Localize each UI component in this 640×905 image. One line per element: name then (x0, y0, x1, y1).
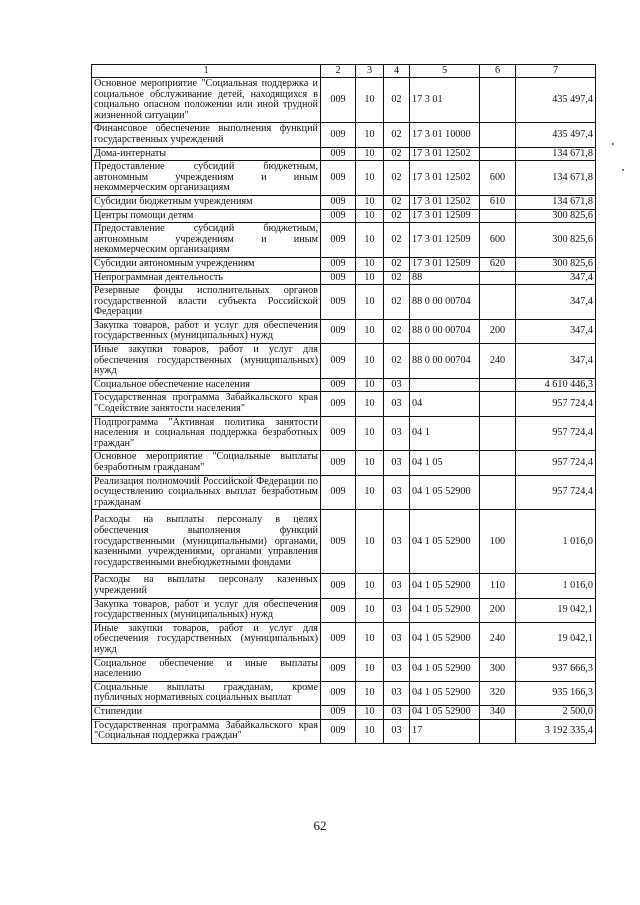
description-cell: Резервные фонды исполнительных органов государственной власти субъекта Российской Федерации (92, 285, 321, 320)
table-row (92, 416, 596, 451)
expense-type-cell: 240 (480, 344, 516, 379)
ministry-code-cell: 009 (321, 378, 356, 392)
amount-cell: 957 724,4 (516, 392, 596, 416)
target-article-cell: 17 3 01 12502 (410, 161, 480, 196)
subsection-cell: 02 (384, 271, 410, 285)
description-cell: Субсидии бюджетным учреждениям (92, 195, 321, 209)
target-article-cell: 17 3 01 12502 (410, 195, 480, 209)
ministry-code-cell: 009 (321, 123, 356, 147)
table-row (92, 622, 596, 657)
ministry-code-cell: 009 (321, 285, 356, 320)
amount-cell: 347,4 (516, 344, 596, 379)
expense-type-cell (480, 416, 516, 451)
section-cell: 10 (356, 223, 384, 258)
description-cell: Иные закупки товаров, работ и услуг для обеспечения государственных (муниципальных) нужд (92, 622, 321, 657)
ministry-code-cell: 009 (321, 719, 356, 743)
target-article-cell: 17 3 01 10000 (410, 123, 480, 147)
table-row (92, 510, 596, 574)
expense-type-cell: 600 (480, 223, 516, 258)
header-cell-1: 1 (92, 65, 321, 78)
amount-cell: 300 825,6 (516, 223, 596, 258)
table-row (92, 223, 596, 258)
ministry-code-cell: 009 (321, 475, 356, 510)
expense-type-cell: 100 (480, 510, 516, 574)
amount-cell: 435 497,4 (516, 123, 596, 147)
page-number: 62 (313, 818, 327, 833)
section-cell: 10 (356, 378, 384, 392)
expense-type-cell (480, 475, 516, 510)
section-cell: 10 (356, 705, 384, 719)
amount-cell: 19 042,1 (516, 598, 596, 622)
header-cell-6: 6 (480, 65, 516, 78)
table-row (92, 123, 596, 147)
section-cell: 10 (356, 719, 384, 743)
header-cell-3: 3 (356, 65, 384, 78)
description-cell: Основное мероприятие "Социальная поддержка и социальное обслуживание детей, находящихся в социально опасном положении или иной трудной жизненной ситуации" (92, 78, 321, 123)
ministry-code-cell: 009 (321, 195, 356, 209)
ministry-code-cell: 009 (321, 147, 356, 161)
subsection-cell: 03 (384, 681, 410, 705)
subsection-cell: 03 (384, 719, 410, 743)
section-cell: 10 (356, 657, 384, 681)
expense-type-cell (480, 392, 516, 416)
description-cell: Расходы на выплаты персоналу казенных учреждений (92, 574, 321, 598)
ministry-code-cell: 009 (321, 319, 356, 343)
amount-cell: 347,4 (516, 319, 596, 343)
amount-cell: 1 016,0 (516, 574, 596, 598)
expense-type-cell: 200 (480, 319, 516, 343)
expense-type-cell (480, 285, 516, 320)
amount-cell: 19 042,1 (516, 622, 596, 657)
expense-type-cell: 610 (480, 195, 516, 209)
ministry-code-cell: 009 (321, 392, 356, 416)
table-row (92, 451, 596, 475)
table-row (92, 705, 596, 719)
expense-type-cell: 240 (480, 622, 516, 657)
table-row (92, 257, 596, 271)
target-article-cell (410, 378, 480, 392)
description-cell: Государственная программа Забайкальского края "Содействие занятости населения" (92, 392, 321, 416)
target-article-cell: 88 0 00 00704 (410, 344, 480, 379)
description-cell: Непрограммная деятельность (92, 271, 321, 285)
expense-type-cell (480, 209, 516, 223)
table-row (92, 319, 596, 343)
expense-type-cell: 340 (480, 705, 516, 719)
table-row (92, 209, 596, 223)
table-row (92, 271, 596, 285)
target-article-cell: 04 1 05 52900 (410, 574, 480, 598)
target-article-cell: 04 1 05 52900 (410, 510, 480, 574)
section-cell: 10 (356, 195, 384, 209)
target-article-cell: 04 1 05 52900 (410, 705, 480, 719)
subsection-cell: 03 (384, 705, 410, 719)
target-article-cell: 17 3 01 12509 (410, 223, 480, 258)
scan-speck (622, 169, 624, 171)
amount-cell: 935 166,3 (516, 681, 596, 705)
target-article-cell: 04 1 05 52900 (410, 681, 480, 705)
ministry-code-cell: 009 (321, 657, 356, 681)
ministry-code-cell: 009 (321, 598, 356, 622)
section-cell: 10 (356, 257, 384, 271)
ministry-code-cell: 009 (321, 209, 356, 223)
target-article-cell: 04 1 (410, 416, 480, 451)
expense-type-cell: 600 (480, 161, 516, 196)
target-article-cell: 04 1 05 52900 (410, 657, 480, 681)
ministry-code-cell: 009 (321, 271, 356, 285)
expense-type-cell (480, 78, 516, 123)
section-cell: 10 (356, 392, 384, 416)
section-cell: 10 (356, 319, 384, 343)
target-article-cell: 04 1 05 (410, 451, 480, 475)
ministry-code-cell: 009 (321, 622, 356, 657)
budget-table (91, 64, 596, 744)
expense-type-cell (480, 271, 516, 285)
subsection-cell: 03 (384, 598, 410, 622)
target-article-cell: 17 3 01 12509 (410, 257, 480, 271)
section-cell: 10 (356, 161, 384, 196)
subsection-cell: 02 (384, 285, 410, 320)
subsection-cell: 02 (384, 161, 410, 196)
subsection-cell: 03 (384, 510, 410, 574)
subsection-cell: 03 (384, 416, 410, 451)
subsection-cell: 02 (384, 223, 410, 258)
target-article-cell: 17 (410, 719, 480, 743)
amount-cell: 300 825,6 (516, 209, 596, 223)
subsection-cell: 03 (384, 657, 410, 681)
description-cell: Предоставление субсидий бюджетным, автономным учреждениям и иным некоммерческим организациям (92, 161, 321, 196)
expense-type-cell: 300 (480, 657, 516, 681)
table-row (92, 719, 596, 743)
ministry-code-cell: 009 (321, 161, 356, 196)
target-article-cell: 88 0 00 00704 (410, 319, 480, 343)
target-article-cell: 04 (410, 392, 480, 416)
subsection-cell: 03 (384, 392, 410, 416)
description-cell: Закупка товаров, работ и услуг для обеспечения государственных (муниципальных) нужд (92, 598, 321, 622)
section-cell: 10 (356, 475, 384, 510)
amount-cell: 435 497,4 (516, 78, 596, 123)
description-cell: Расходы на выплаты персоналу в целях обеспечения выполнения функций государственными (муниципальными) органами, казенными учреждениями, органами управления государственными внебюджетными фондами (92, 510, 321, 574)
table-body (92, 65, 596, 744)
section-cell: 10 (356, 451, 384, 475)
description-cell: Закупка товаров, работ и услуг для обеспечения государственных (муниципальных) нужд (92, 319, 321, 343)
description-cell: Социальное обеспечение и иные выплаты населению (92, 657, 321, 681)
section-cell: 10 (356, 510, 384, 574)
section-cell: 10 (356, 209, 384, 223)
scan-speck (612, 143, 614, 145)
subsection-cell: 03 (384, 378, 410, 392)
target-article-cell: 17 3 01 12502 (410, 147, 480, 161)
section-cell: 10 (356, 123, 384, 147)
ministry-code-cell: 009 (321, 257, 356, 271)
expense-type-cell: 110 (480, 574, 516, 598)
description-cell: Основное мероприятие "Социальные выплаты безработным гражданам" (92, 451, 321, 475)
section-cell: 10 (356, 78, 384, 123)
description-cell: Иные закупки товаров, работ и услуг для обеспечения государственных (муниципальных) нужд (92, 344, 321, 379)
amount-cell: 1 016,0 (516, 510, 596, 574)
amount-cell: 957 724,4 (516, 416, 596, 451)
table-row (92, 574, 596, 598)
table-row (92, 392, 596, 416)
ministry-code-cell: 009 (321, 344, 356, 379)
description-cell: Дома-интернаты (92, 147, 321, 161)
amount-cell: 2 500,0 (516, 705, 596, 719)
amount-cell: 3 192 335,4 (516, 719, 596, 743)
description-cell: Социальное обеспечение населения (92, 378, 321, 392)
header-cell-5: 5 (410, 65, 480, 78)
table-row (92, 344, 596, 379)
section-cell: 10 (356, 598, 384, 622)
table-row (92, 78, 596, 123)
subsection-cell: 02 (384, 319, 410, 343)
amount-cell: 347,4 (516, 271, 596, 285)
table-row (92, 147, 596, 161)
amount-cell: 300 825,6 (516, 257, 596, 271)
target-article-cell: 04 1 05 52900 (410, 598, 480, 622)
header-cell-2: 2 (321, 65, 356, 78)
target-article-cell: 88 (410, 271, 480, 285)
table-row (92, 681, 596, 705)
description-cell: Реализация полномочий Российской Федерации по осуществлению социальных выплат безработным гражданам (92, 475, 321, 510)
amount-cell: 957 724,4 (516, 475, 596, 510)
ministry-code-cell: 009 (321, 416, 356, 451)
section-cell: 10 (356, 622, 384, 657)
expense-type-cell (480, 123, 516, 147)
description-cell: Государственная программа Забайкальского края "Социальная поддержка граждан" (92, 719, 321, 743)
description-cell: Предоставление субсидий бюджетным, автономным учреждениям и иным некоммерческим организациям (92, 223, 321, 258)
expense-type-cell: 620 (480, 257, 516, 271)
expense-type-cell (480, 147, 516, 161)
subsection-cell: 02 (384, 344, 410, 379)
table-row (92, 657, 596, 681)
section-cell: 10 (356, 147, 384, 161)
expense-type-cell (480, 378, 516, 392)
description-cell: Финансовое обеспечение выполнения функций государственных учреждений (92, 123, 321, 147)
expense-type-cell (480, 719, 516, 743)
section-cell: 10 (356, 285, 384, 320)
section-cell: 10 (356, 271, 384, 285)
subsection-cell: 02 (384, 195, 410, 209)
expense-type-cell (480, 451, 516, 475)
subsection-cell: 03 (384, 451, 410, 475)
section-cell: 10 (356, 416, 384, 451)
target-article-cell: 88 0 00 00704 (410, 285, 480, 320)
subsection-cell: 02 (384, 147, 410, 161)
table-row (92, 161, 596, 196)
section-cell: 10 (356, 344, 384, 379)
header-cell-7: 7 (516, 65, 596, 78)
table-row (92, 195, 596, 209)
table-row (92, 378, 596, 392)
description-cell: Подпрограмма "Активная политика занятости населения и социальная поддержка безработных граждан" (92, 416, 321, 451)
description-cell: Социальные выплаты гражданам, кроме публичных нормативных социальных выплат (92, 681, 321, 705)
description-cell: Субсидии автономным учреждениям (92, 257, 321, 271)
description-cell: Стипендии (92, 705, 321, 719)
description-cell: Центры помощи детям (92, 209, 321, 223)
ministry-code-cell: 009 (321, 510, 356, 574)
expense-type-cell: 320 (480, 681, 516, 705)
table-row (92, 475, 596, 510)
ministry-code-cell: 009 (321, 78, 356, 123)
header-cell-4: 4 (384, 65, 410, 78)
header-row (92, 65, 596, 78)
target-article-cell: 17 3 01 (410, 78, 480, 123)
subsection-cell: 03 (384, 574, 410, 598)
subsection-cell: 03 (384, 475, 410, 510)
ministry-code-cell: 009 (321, 574, 356, 598)
amount-cell: 134 671,8 (516, 195, 596, 209)
ministry-code-cell: 009 (321, 705, 356, 719)
amount-cell: 134 671,8 (516, 161, 596, 196)
subsection-cell: 02 (384, 78, 410, 123)
expense-type-cell: 200 (480, 598, 516, 622)
amount-cell: 4 610 446,3 (516, 378, 596, 392)
amount-cell: 134 671,8 (516, 147, 596, 161)
amount-cell: 347,4 (516, 285, 596, 320)
section-cell: 10 (356, 681, 384, 705)
subsection-cell: 02 (384, 123, 410, 147)
ministry-code-cell: 009 (321, 223, 356, 258)
target-article-cell: 17 3 01 12509 (410, 209, 480, 223)
section-cell: 10 (356, 574, 384, 598)
subsection-cell: 02 (384, 257, 410, 271)
table-row (92, 285, 596, 320)
target-article-cell: 04 1 05 52900 (410, 475, 480, 510)
table-row (92, 598, 596, 622)
subsection-cell: 03 (384, 622, 410, 657)
target-article-cell: 04 1 05 52900 (410, 622, 480, 657)
amount-cell: 957 724,4 (516, 451, 596, 475)
amount-cell: 937 666,3 (516, 657, 596, 681)
ministry-code-cell: 009 (321, 451, 356, 475)
subsection-cell: 02 (384, 209, 410, 223)
ministry-code-cell: 009 (321, 681, 356, 705)
